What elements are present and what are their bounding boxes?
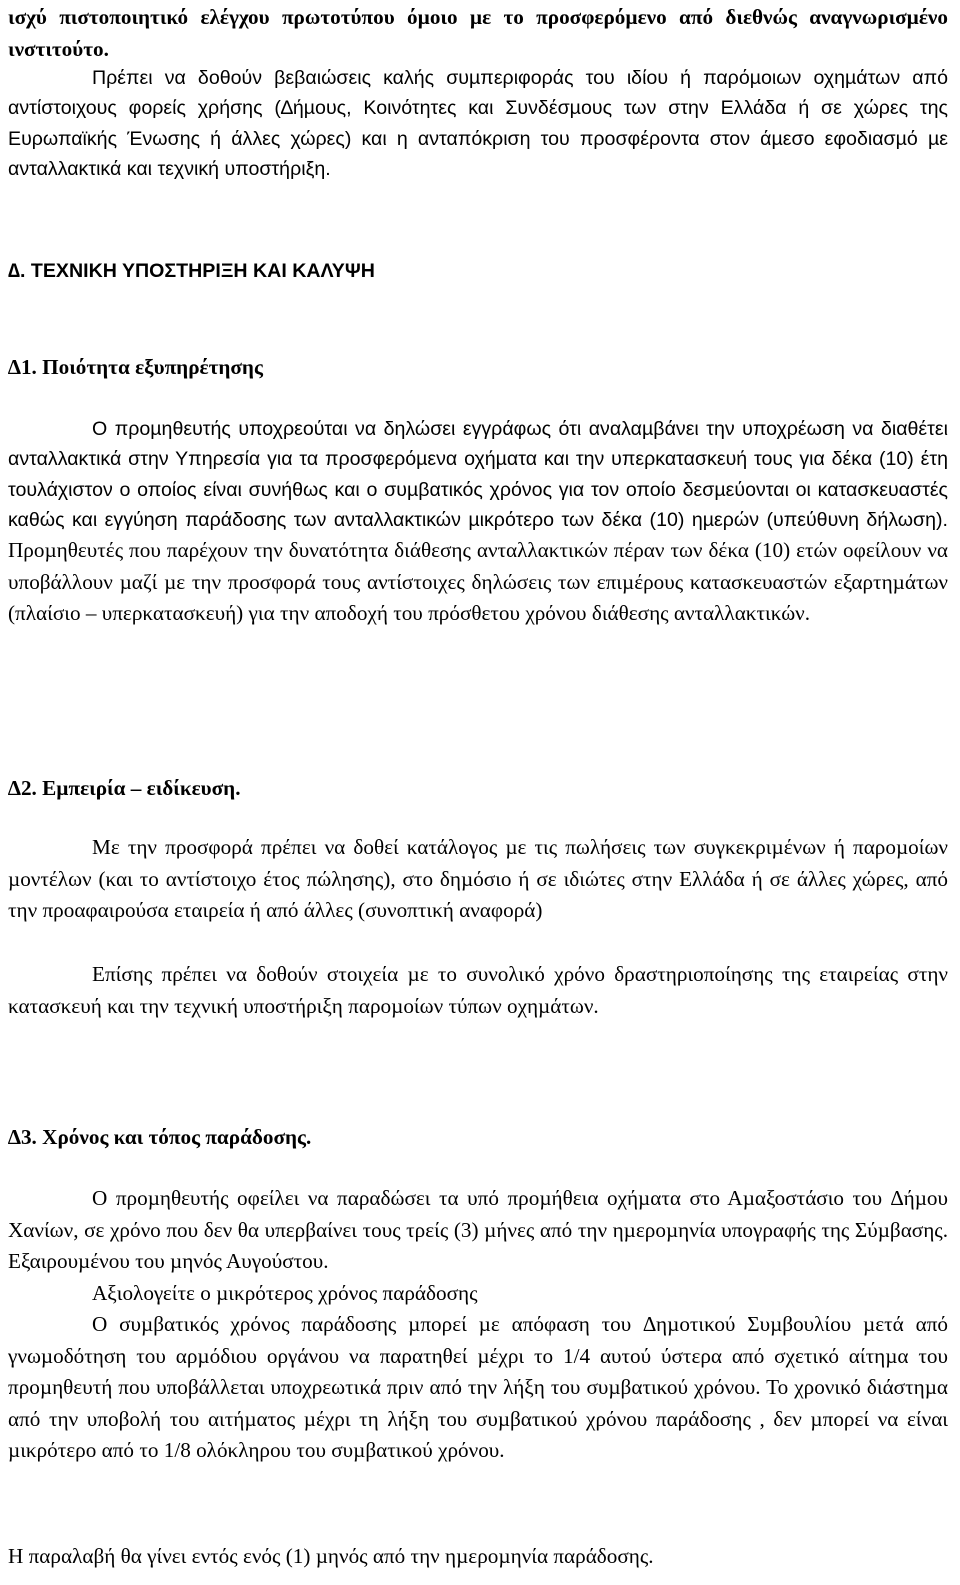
d3-heading: ∆3. Χρόνος και τόπος παράδοσης. — [8, 1125, 312, 1149]
intro-paragraph: Πρέπει να δοθούν βεβαιώσεις καλής συµπεριφοράς του ιδίου ή παρόµοιων οχηµάτων από αντίστοιχους φορείς χρήσης (∆ήµους, Κοινότητες και Συνδέσµους των στην Ελλάδα ή σε χώρες της Ευρωπαϊκής Ένωσης ή άλλες χώρες) και η ανταπόκριση του προσφέροντα στον άµεσο εφοδιασµό µε ανταλλακτικά και τεχνική υποστήριξη. — [8, 67, 948, 180]
d1-heading: ∆1. Ποιότητα εξυπηρέτησης — [8, 355, 263, 379]
d2-paragraph-2: Επίσης πρέπει να δοθούν στοιχεία µε το συνολικό χρόνο δραστηριοποίησης της εταιρείας στην κατασκευή και την τεχνική υποστήριξη παροµοίων τύπων οχηµάτων. — [8, 962, 948, 1018]
d2-heading: ∆2. Εµπειρία – ειδίκευση. — [8, 776, 241, 800]
d3-paragraph-3: Ο συµβατικός χρόνος παράδοσης µπορεί µε απόφαση του ∆ηµοτικού Συµβουλίου µετά από γνωµοδότηση του αρµόδιου οργάνου να παρατηθεί µέχρι το 1/4 αυτού ύστερα από σχετικό αίτηµα του προµηθευτή που υποβάλλεται υποχρεωτικά πριν από την λήξη του συµβατικού χρόνου. Το χρονικό διάστηµα από την υποβολή του αιτήµατος µέχρι τη λήξη του συµβατικού χρόνου παράδοσης , δεν µπορεί να είναι µικρότερο από το 1/8 ολόκληρου του συµβατικού χρόνου. — [8, 1312, 948, 1462]
d1-body — [8, 414, 948, 630]
d2-paragraph-1: Με την προσφορά πρέπει να δοθεί κατάλογος µε τις πωλήσεις των συγκεκριµένων ή παροµοίων µοντέλων (και το αντίστοιχο έτος πώλησης), στο δηµόσιο ή σε ιδιώτες στην Ελλάδα ή σε άλλες χώρες, από την προαφαιρούσα εταιρεία ή από άλλες (συνοπτική αναφορά) — [8, 835, 948, 922]
d3-paragraph-1: Ο προµηθευτής οφείλει να παραδώσει τα υπό προµήθεια οχήµατα στο Αµαξοστάσιο του ∆ήµου Χανίων, σε χρόνο που δεν θα υπερβαίνει τους τρείς (3) µήνες από την ηµεροµηνία υπογραφής της Σύµβασης. Εξαιρουµένου του µηνός Αυγούστου. — [8, 1186, 948, 1273]
d3-paragraph-2: Αξιολογείτε ο µικρότερος χρόνος παράδοσης — [92, 1281, 478, 1305]
section-d-heading: ∆. ΤΕΧΝΙΚΗ ΥΠΟΣΤΗΡΙΞΗ ΚΑΙ ΚΑΛΥΨΗ — [8, 260, 375, 282]
d3-paragraph-4: Η παραλαβή θα γίνει εντός ενός (1) µηνός από την ηµεροµηνία παράδοσης. — [8, 1544, 654, 1568]
intro-bold-text: ισχύ πιστοποιητικό ελέγχου πρωτοτύπου όµοιο µε το προσφερόµενο από διεθνώς αναγνωρισµένο ινστιτούτο. — [8, 5, 948, 61]
d1-paragraph-sans: Ο προµηθευτής υποχρεούται να δηλώσει εγγράφως ότι αναλαµβάνει την υποχρέωση να διαθέτει ανταλλακτικά στην Υπηρεσία για τα προσφερόµενα οχήµατα και την υπερκατασκευή τους για δέκα (10) έτη τουλάχιστον ο οποίος είναι συνήθως και ο συµβατικός χρόνος για τον οποίο δεσµεύονται οι κατασκευαστές καθώς και εγγύηση παράδοσης των ανταλλακτικών µικρότερο των δέκα (10) ηµερών (υπεύθυνη δήλωση). — [8, 418, 948, 531]
d1-paragraph-serif: Προµηθευτές που παρέχουν την δυνατότητα διάθεσης ανταλλακτικών πέραν των δέκα (10) ετών οφείλουν να υποβάλλουν µαζί µε την προσφορά τους αντίστοιχες δηλώσεις των επιµέρους κατασκευαστών εξαρτηµάτων (πλαίσιο – υπερκατασκευή) για την αποδοχή του πρόσθετου χρόνου διάθεσης ανταλλακτικών. — [8, 538, 948, 626]
